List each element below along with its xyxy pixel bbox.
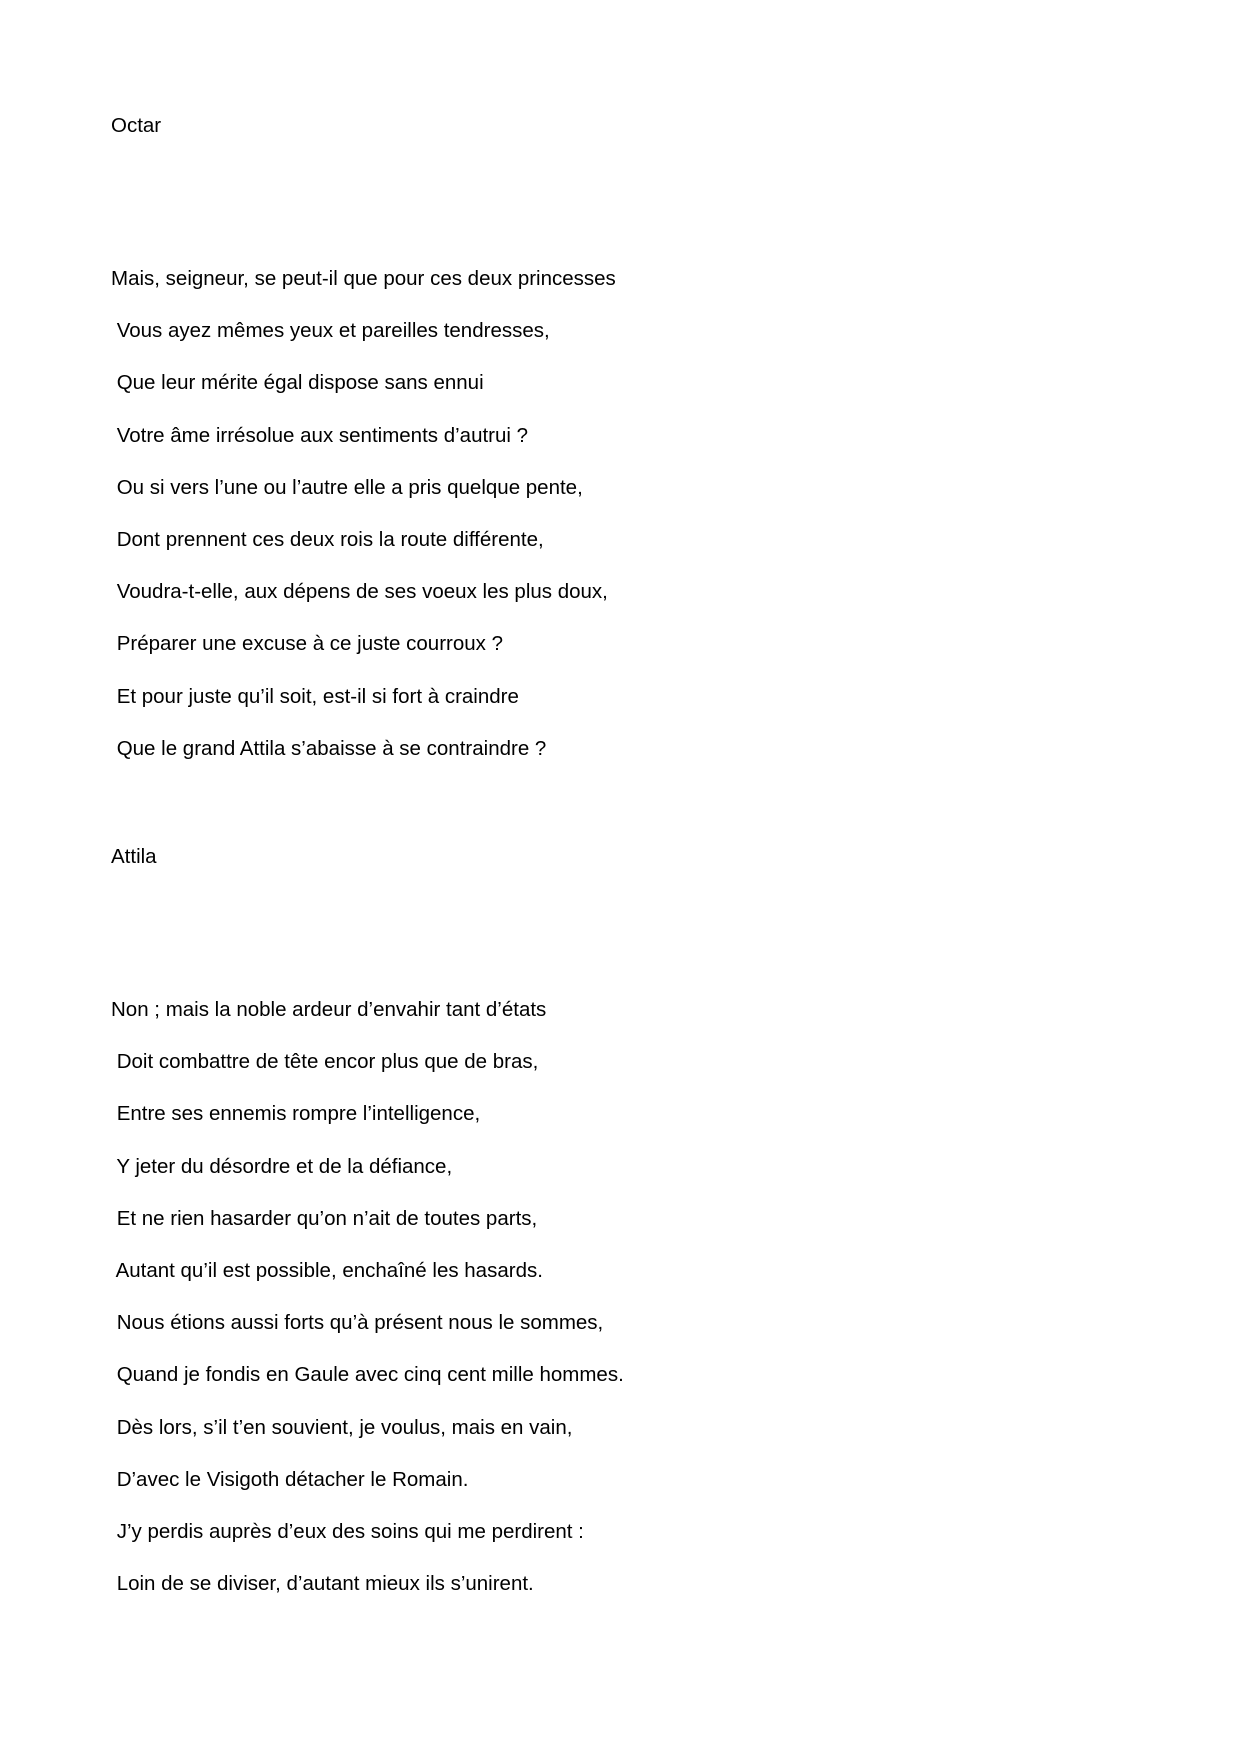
- verse-line: Que leur mérite égal dispose sans ennui: [111, 371, 484, 395]
- verse-line: Loin de se diviser, d’autant mieux ils s’unirent.: [111, 1572, 534, 1596]
- verse-line: Nous étions aussi forts qu’à présent nous le sommes,: [111, 1311, 604, 1335]
- verse-line: Dès lors, s’il t’en souvient, je voulus, mais en vain,: [111, 1415, 573, 1439]
- verse-line: J’y perdis auprès d’eux des soins qui me perdirent :: [111, 1519, 584, 1543]
- verse-line: Dont prennent ces deux rois la route différente,: [111, 527, 544, 551]
- verse-line: Voudra-t-elle, aux dépens de ses voeux les plus doux,: [111, 580, 608, 604]
- verse-line: Autant qu’il est possible, enchaîné les hasards.: [111, 1258, 543, 1282]
- verse-line: Vous ayez mêmes yeux et pareilles tendresses,: [111, 319, 550, 343]
- verse-line: Mais, seigneur, se peut-il que pour ces deux princesses: [111, 267, 616, 290]
- verse-block: [111, 996, 624, 1622]
- verse-line: Non ; mais la noble ardeur d’envahir tant d’états: [111, 998, 547, 1021]
- verse-line: Entre ses ennemis rompre l’intelligence,: [111, 1102, 481, 1126]
- verse-line: Doit combattre de tête encor plus que de bras,: [111, 1050, 539, 1074]
- verse-line: Y jeter du désordre et de la défiance,: [111, 1154, 453, 1178]
- verse-line: Préparer une excuse à ce juste courroux ?: [111, 632, 503, 656]
- verse-line: Ou si vers l’une ou l’autre elle a pris quelque pente,: [111, 475, 583, 499]
- verse-line: D’avec le Visigoth détacher le Romain.: [111, 1467, 469, 1491]
- verse-block: [111, 265, 616, 787]
- verse-line: Votre âme irrésolue aux sentiments d’autrui ?: [111, 423, 529, 447]
- speaker-name: Octar: [111, 114, 162, 137]
- verse-line: Et ne rien hasarder qu’on n’ait de toutes parts,: [111, 1206, 538, 1230]
- verse-line: Que le grand Attila s’abaisse à se contraindre ?: [111, 736, 547, 760]
- speaker-name: Attila: [111, 845, 157, 868]
- verse-line: Et pour juste qu’il soit, est-il si fort à craindre: [111, 684, 519, 708]
- verse-line: Quand je fondis en Gaule avec cinq cent mille hommes.: [111, 1363, 624, 1387]
